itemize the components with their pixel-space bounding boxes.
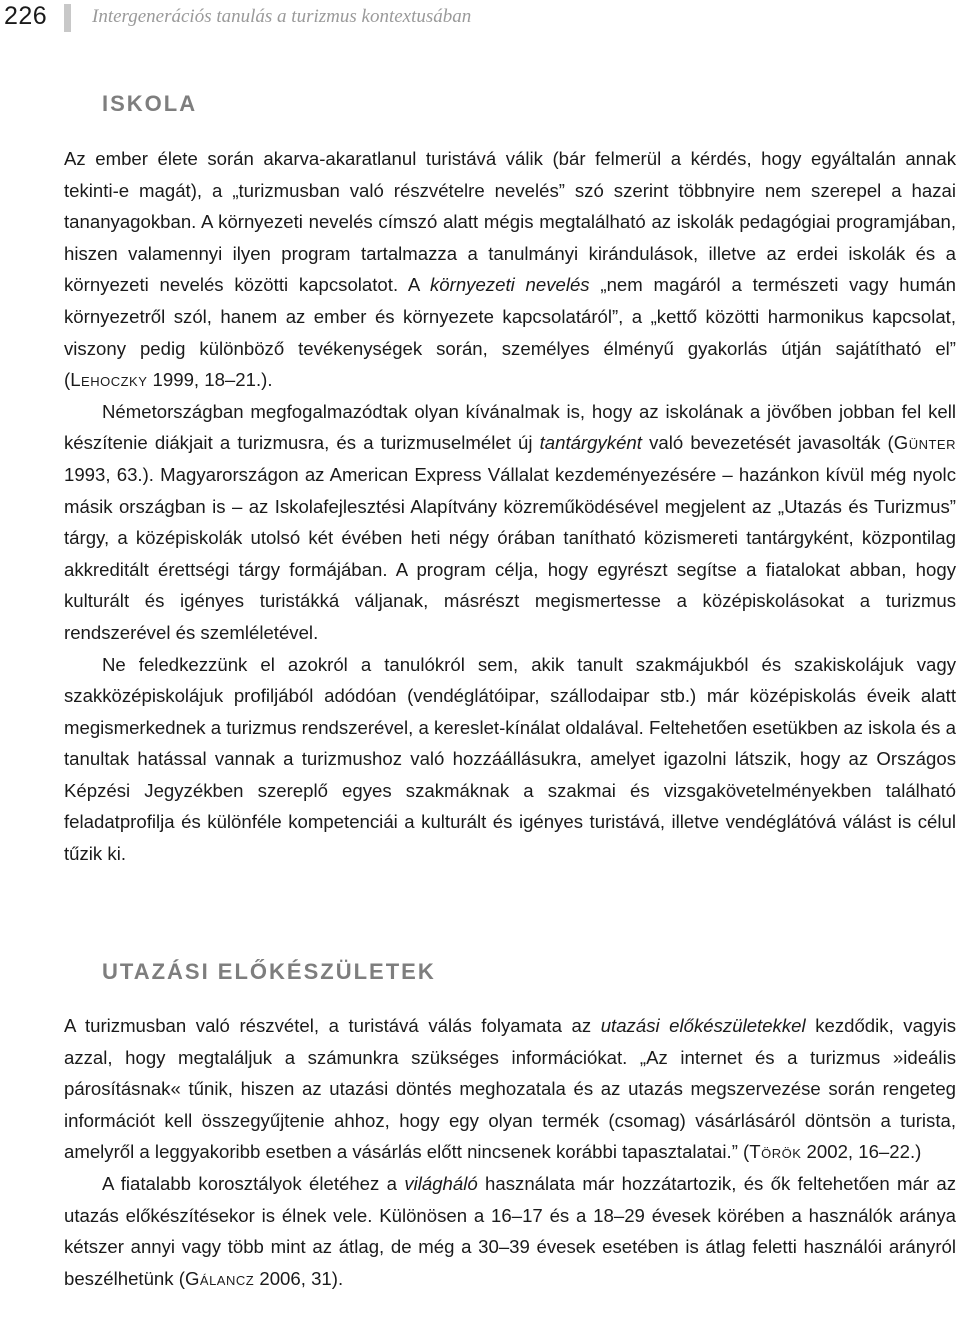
paragraph [64, 143, 956, 396]
text-run: 2002, 16–22.) [801, 1141, 922, 1163]
section-heading-utazasi-elokeszuletek: UTAZÁSI ELŐKÉSZÜLETEK [102, 959, 436, 984]
running-title: Intergenerációs tanulás a turizmus kontextusában [92, 6, 472, 27]
section-body-iskola [64, 143, 956, 870]
text-run: „nem magáról a természeti vagy humán környezetről szól, hanem az ember és környezete kapcsolatáról”, a „kettő közötti harmonikus kapcsolat, viszony pedig különböző tevékenységek során, személyes élményű gyakorlás útján sajátítható el” ( [64, 274, 956, 391]
text-run: Németországban megfogalmazódtak olyan kívánalmak is, hogy az iskolának a jövőben jobban fel kell készítenie diákjait a turizmusra, és a turizmuselmélet új [64, 400, 956, 454]
paragraph [64, 1010, 956, 1168]
citation-author: Török [749, 1141, 802, 1163]
running-head [0, 0, 960, 40]
page-number: 226 [4, 2, 48, 30]
text-run: A turizmusban való részvétel, a turistává válás folyamata az [64, 1015, 601, 1036]
text-run: 1999, 18–21.). [147, 369, 273, 391]
header-divider [64, 4, 71, 32]
section-heading-iskola: ISKOLA [102, 91, 198, 116]
citation-author: Gálancz [184, 1267, 255, 1289]
text-run: Ne feledkezzünk el azokról a tanulókról sem, akik tanult szakmájukból és szakiskolájuk vagy szakközépiskolájuk profiljából adódóan (vendéglátóipar, szállodaipar stb.) már középiskolás éveik alatt megismerkednek a turizmus rendszerével, a kereslet-kínálat oldalával. Feltehetően esetükben az iskola és a tanultak hatással vannak a turizmushoz való hozzáállásukra, amelyet igazolni látszik, hogy az Országos Képzési Jegyzékben szereplő egyes szakmáknak a szakmai és vizsgakövetelményekben található feladatprofilja és különféle kompetenciái a kulturált és igényes turistává, illetve vendéglátóvá válást is célul tűzik ki. [64, 653, 956, 865]
paragraph [64, 649, 956, 870]
citation-author: Lehoczky [70, 369, 148, 391]
paragraph [64, 1168, 956, 1294]
emphasis-term: tantárgyként [539, 432, 642, 454]
emphasis-term: környezeti nevelés [430, 274, 590, 296]
citation-author: Günter [893, 432, 956, 454]
text-run: való bevezetését javasolták ( [641, 432, 894, 454]
text-run: 1993, 63.). Magyarországon az American Express Vállalat kezdeményezésére – hazánkon kívül még nyolc másik országban is – az Iskolafejlesztési Alapítvány közreműködésével megjelent az „Utazás és Turizmus” tárgy, a középiskolák utolsó két évében heti négy órában tanítható közismereti tantárgyként, központilag akkreditált érettségi tárgy formájában. A program célja, hogy egyrészt segítse a fiatalokat abban, hogy kulturált és igényes turistákká váljanak, másrészt megismertesse a középiskolásokat a turizmus rendszerével és szemléletével. [64, 463, 956, 643]
text-run: használata már hozzátartozik, és ők feltehetően már az utazás előkészítésekor is élnek vele. Különösen a 16–17 és a 18–29 évesek körében a használók aránya kétszer annyi vagy több mint az átlag, de még a 30–39 évesek esetében is átlag feletti használói arányról beszélhetünk ( [64, 1172, 956, 1289]
text-run: Az ember élete során akarva-akaratlanul turistává válik (bár felmerül a kérdés, hogy egyáltalán annak tekinti-e magát), a „turizmusban való részvételre nevelés” szó szerint többnyire nem szerepel a hazai tananyagokban. A környezeti nevelés címszó alatt mégis megtalálható az iskolák pedagógiai programjában, hiszen valamennyi ilyen program tartalmazza a tanulmányi kirándulások, illetve az erdei iskolák és a környezeti nevelés közötti kapcsolatot. A [64, 148, 956, 296]
emphasis-term: világháló [404, 1172, 478, 1194]
paragraph [64, 396, 956, 649]
emphasis-term: utazási előkészületekkel [600, 1015, 806, 1036]
text-run: kezdődik, vagyis azzal, hogy megtaláljuk a számunkra szükséges információkat. „Az internet és a turizmus »ideális párosításnak« tűnik, hiszen az utazási döntés meghozatala és az utazás megszervezése során rengeteg információt kell összegyűjtenie ahhoz, hogy egy olyan termék (csomag) vásárlásáról döntsön a turista, amelyről a leggyakoribb esetben a vásárlás előtt nincsenek korábbi tapasztalatai.” ( [64, 1015, 957, 1163]
section-body-utazasi-elokeszuletek [64, 1010, 956, 1294]
text-run: A fiatalabb korosztályok életéhez a [102, 1172, 405, 1194]
text-run: 2006, 31). [254, 1267, 344, 1289]
